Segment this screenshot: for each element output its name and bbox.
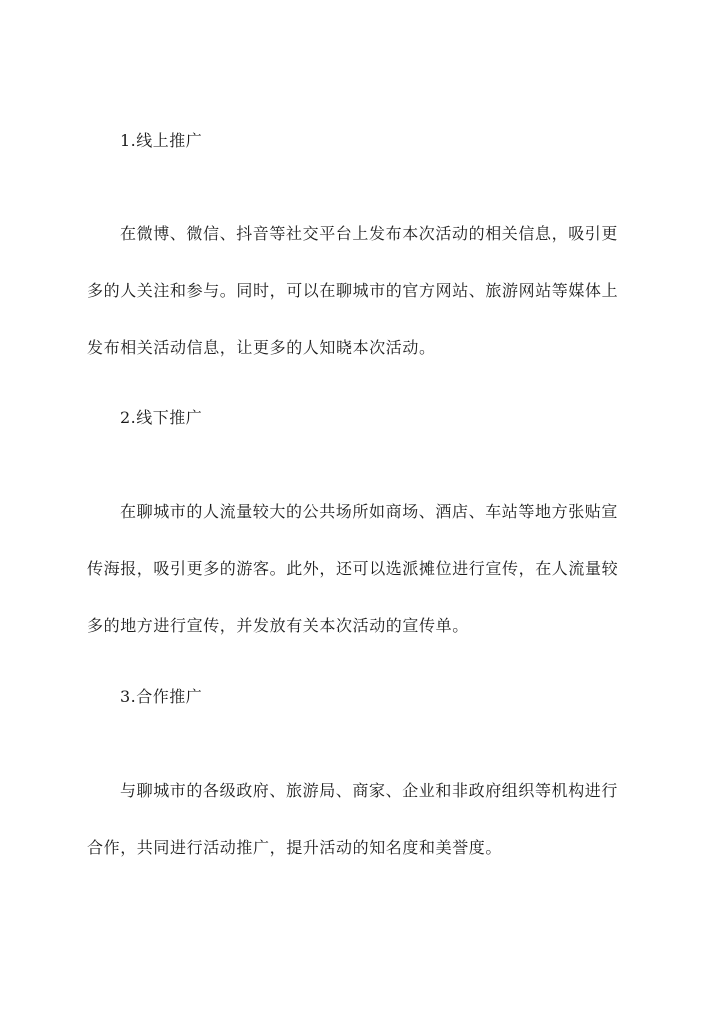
paragraph-line: 合作，共同进行活动推广，提升活动的知名度和美誉度。 [87,838,503,857]
paragraph-line: 发布相关活动信息，让更多的人知晓本次活动。 [87,338,436,357]
paragraph-line: 在聊城市的人流量较大的公共场所如商场、酒店、车站等地方张贴宣 [120,502,619,521]
section-paragraph [87,781,647,858]
paragraph-line: 传海报，吸引更多的游客。此外，还可以选派摊位进行宣传，在人流量较 [87,559,619,578]
section-paragraph [87,502,647,636]
paragraph-line: 与聊城市的各级政府、旅游局、商家、企业和非政府组织等机构进行 [120,781,619,800]
paragraph-line: 多的地方进行宣传，并发放有关本次活动的宣传单。 [87,616,469,635]
section-heading: 2.线下推广 [120,408,203,427]
section-heading: 1.线上推广 [120,131,203,150]
paragraph-line: 在微博、微信、抖音等社交平台上发布本次活动的相关信息，吸引更 [120,224,619,243]
paragraph-line: 多的人关注和参与。同时，可以在聊城市的官方网站、旅游网站等媒体上 [87,281,619,300]
section-heading: 3.合作推广 [120,687,203,706]
section-paragraph [87,224,647,358]
